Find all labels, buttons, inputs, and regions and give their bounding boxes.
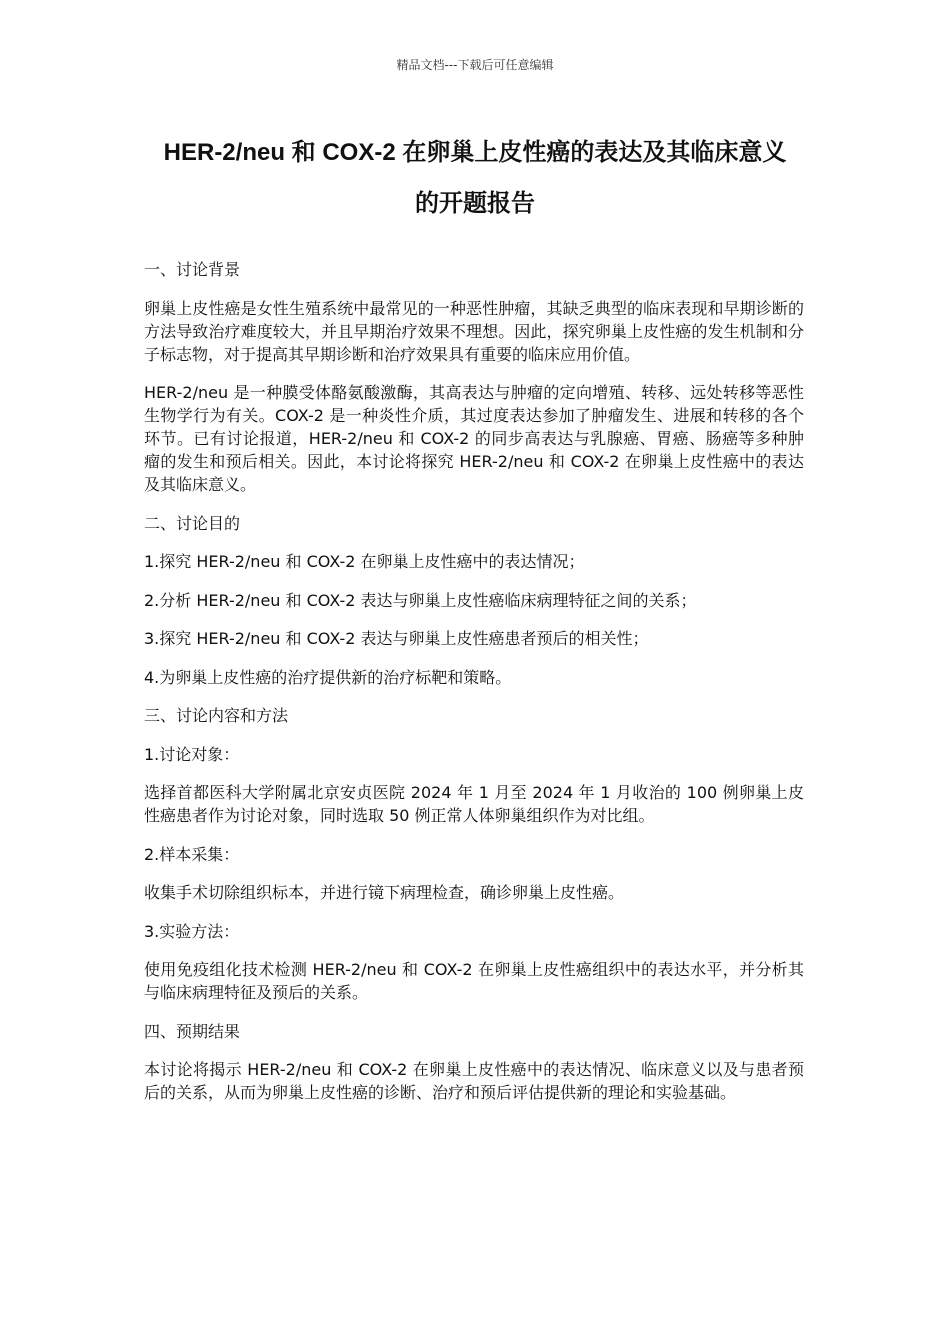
objective-item-3: 3.探究 HER-2/neu 和 COX-2 表达与卵巢上皮性癌患者预后的相关性； [144,629,649,648]
subheading-subjects: 1.讨论对象： [144,744,240,764]
objective-item-2: 2.分析 HER-2/neu 和 COX-2 表达与卵巢上皮性癌临床病理特征之间的关系； [144,590,697,610]
section-heading-methods: 三、讨论内容和方法 [144,706,289,725]
document-title-line-1: HER-2/neu 和 COX-2 在卵巢上皮性癌的表达及其临床意义 [163,139,787,166]
objective-item-1: 1.探究 HER-2/neu 和 COX-2 在卵巢上皮性癌中的表达情况； [144,552,585,571]
document-title-line-2: 的开题报告 [415,190,535,217]
subheading-experiment: 3.实验方法： [144,921,240,941]
paragraph-sampling: 收集手术切除组织标本，并进行镜下病理检查，确诊卵巢上皮性癌。 [144,883,625,902]
objective-item-4: 4.为卵巢上皮性癌的治疗提供新的治疗标靶和策略。 [144,667,512,687]
paragraph-experiment: 使用免疫组化技术检测 HER-2/neu 和 COX-2 在卵巢上皮性癌组织中的表达水平，并分析其与临床病理特征及预后的关系。 [144,960,804,1002]
section-heading-background: 一、讨论背景 [144,260,241,279]
document-body [144,258,804,1120]
paragraph-background-1: 卵巢上皮性癌是女性生殖系统中最常见的一种恶性肿瘤，其缺乏典型的临床表现和早期诊断的方法导致治疗难度较大，并且早期治疗效果不理想。因此，探究卵巢上皮性癌的发生机制和分子标志物，对于提高其早期诊断和治疗效果具有重要的临床应用价值。 [144,298,804,364]
section-heading-expected-results: 四、预期结果 [144,1021,241,1041]
section-heading-objectives: 二、讨论目的 [144,513,241,533]
paragraph-subjects: 选择首都医科大学附属北京安贞医院 2024 年 1 月至 2024 年 1 月收治的 100 例卵巢上皮性癌患者作为讨论对象，同时选取 50 例正常人体卵巢组织作为对比组。 [144,783,804,825]
paragraph-expected-results: 本讨论将揭示 HER-2/neu 和 COX-2 在卵巢上皮性癌中的表达情况、临床意义以及与患者预后的关系，从而为卵巢上皮性癌的诊断、治疗和预后评估提供新的理论和实验基础。 [144,1060,804,1102]
subheading-sampling: 2.样本采集： [144,844,240,864]
page-header-watermark: 精品文档---下载后可任意编辑 [396,58,554,72]
paragraph-background-2: HER-2/neu 是一种膜受体酪氨酸激酶，其高表达与肿瘤的定向增殖、转移、远处转移等恶性生物学行为有关。COX-2 是一种炎性介质，其过度表达参加了肿瘤发生、进展和转移的各个环节。已有讨论报道，HER-2/neu 和 COX-2 的同步高表达与乳腺癌、胃癌、肠癌等多种肿瘤的发生和预后相关。因此，本讨论将探究 HER-2/neu 和 COX-2 在卵巢上皮性癌中的表达及其临床意义。 [144,383,804,494]
